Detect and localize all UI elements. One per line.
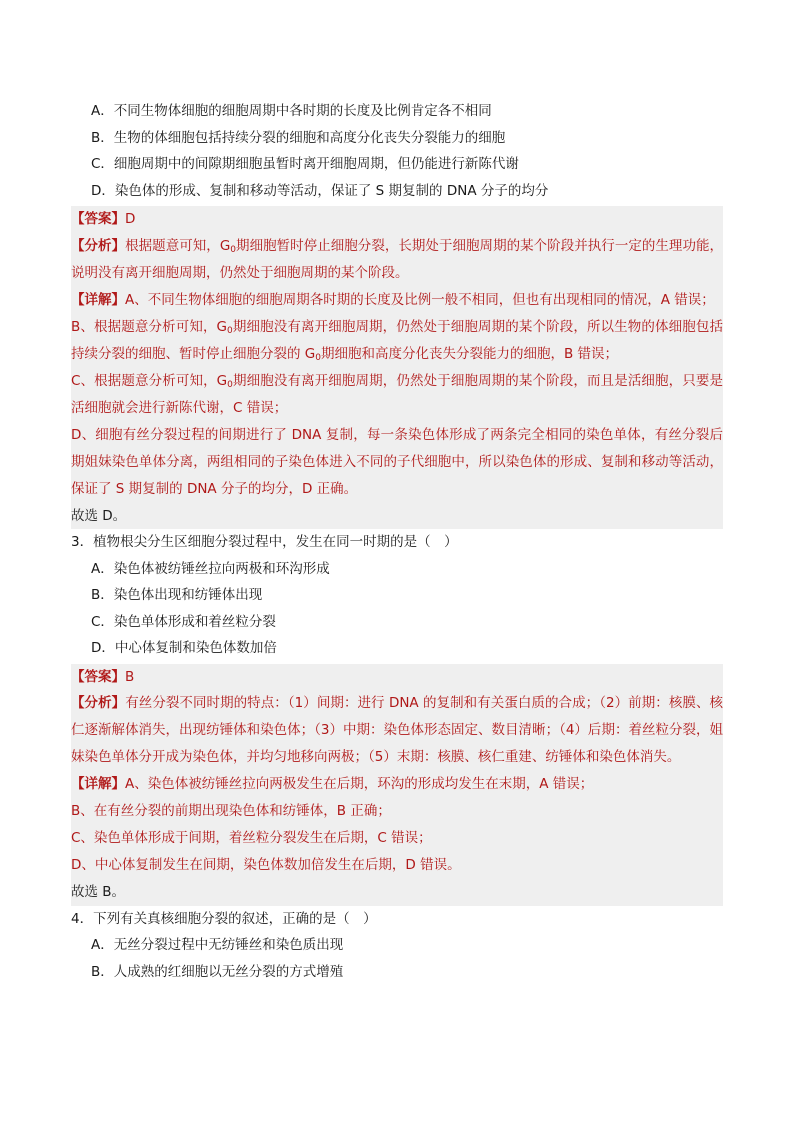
q2-option-c: C．细胞周期中的间隙期细胞虽暂时离开细胞周期，但仍能进行新陈代谢 bbox=[91, 156, 519, 172]
detail-text: 期细胞没有离开细胞周期，仍然处于细胞周期的某个阶段，而且是活细胞，只要是活细胞就会进行新陈代谢，C 错误； bbox=[71, 372, 724, 416]
subscript: 0 bbox=[315, 352, 321, 363]
q3-final: 故选 B。 bbox=[71, 884, 126, 900]
analysis-tag: 【分析】 bbox=[71, 695, 126, 711]
subscript: 0 bbox=[230, 244, 237, 255]
q3-option-b: B．染色体出现和纺锤体出现 bbox=[91, 587, 263, 603]
q3-detail-b: B、在有丝分裂的前期出现染色体和纺锤体，B 正确； bbox=[71, 803, 391, 819]
detail-text: B、根据题意分析可知，G bbox=[71, 318, 228, 335]
q2-answer-block bbox=[71, 206, 723, 529]
q2-detail-b bbox=[71, 314, 723, 368]
answer-value: B bbox=[125, 668, 135, 685]
analysis-text: 期细胞暂时停止细胞分裂，长期处于细胞周期的某个阶段并执行一定的生理功能，说明没有离开细胞周期，仍然处于细胞周期的某个阶段。 bbox=[71, 237, 724, 281]
detail-text: 期细胞和高度分化丧失分裂能力的细胞，B 错误； bbox=[321, 345, 619, 362]
q3-detail-a bbox=[71, 771, 723, 798]
subscript: 0 bbox=[227, 325, 233, 336]
q3-stem: 3．植物根尖分生区细胞分裂过程中，发生在同一时期的是（ ） bbox=[71, 534, 458, 550]
q3-detail-c: C、染色单体形成于间期，着丝粒分裂发生在后期，C 错误； bbox=[71, 830, 432, 846]
subscript: 0 bbox=[227, 379, 233, 390]
answer-tag: 【答案】 bbox=[71, 668, 125, 685]
q2-final: 故选 D。 bbox=[71, 507, 127, 524]
detail-text: C、根据题意分析可知，G bbox=[71, 372, 228, 389]
q4-stem: 4．下列有关真核细胞分裂的叙述，正确的是（ ） bbox=[71, 910, 377, 927]
detail-tag: 【详解】 bbox=[71, 776, 125, 792]
q2-answer-line bbox=[71, 206, 723, 233]
analysis-text: 有丝分裂不同时期的特点：（1）间期：进行 DNA 的复制和有关蛋白质的合成；（2）前期：核膜、核仁逐渐解体消失，出现纺锤体和染色体；（3）中期：染色体形态固定、数目清晰；（4）后期：着丝粒分裂，姐妹染色单体分开成为染色体，并均匀地移向两极；（5）末期：核膜、核仁重建、纺锤体和染色体消失。 bbox=[71, 695, 723, 765]
detail-tag: 【详解】 bbox=[71, 291, 125, 308]
q3-option-a: A．染色体被纺锤丝拉向两极和环沟形成 bbox=[91, 560, 330, 577]
q2-option-b: B．生物的体细胞包括持续分裂的细胞和高度分化丧失分裂能力的细胞 bbox=[91, 129, 506, 146]
q4-option-a: A．无丝分裂过程中无纺锤丝和染色质出现 bbox=[91, 937, 344, 953]
q3-option-d: D．中心体复制和染色体数加倍 bbox=[91, 640, 277, 656]
analysis-text: 根据题意可知，G bbox=[125, 237, 231, 254]
detail-text: 期细胞没有离开细胞周期，仍然处于细胞周期的某个阶段，所以生物的体细胞包括持续分裂的细胞、暂时停止细胞分裂的 G bbox=[71, 318, 724, 362]
answer-value: D bbox=[125, 211, 136, 227]
analysis-tag: 【分析】 bbox=[71, 237, 126, 254]
detail-text: A、不同生物体细胞的细胞周期各时期的长度及比例一般不相同，但也有出现相同的情况，A 错误； bbox=[125, 291, 715, 308]
q3-analysis bbox=[71, 690, 723, 771]
q3-detail-d: D、中心体复制发生在间期，染色体数加倍发生在后期，D 错误。 bbox=[71, 857, 461, 873]
q2-option-a: A．不同生物体细胞的细胞周期中各时期的长度及比例肯定各不相同 bbox=[91, 103, 492, 119]
q2-detail-a bbox=[71, 287, 723, 314]
q2-option-d: D．染色体的形成、复制和移动等活动，保证了 S 期复制的 DNA 分子的均分 bbox=[91, 182, 549, 199]
q4-option-b: B．人成熟的红细胞以无丝分裂的方式增殖 bbox=[91, 963, 344, 980]
q3-answer-line bbox=[71, 664, 723, 691]
answer-tag: 【答案】 bbox=[71, 211, 125, 227]
q2-detail-d: D、细胞有丝分裂过程的间期进行了 DNA 复制，每一条染色体形成了两条完全相同的染色单体，有丝分裂后期姐妹染色单体分离，两组相同的子染色体进入不同的子代细胞中，所以染色体的形成、复制和移动等活动，保证了 S 期复制的 DNA 分子的均分，D 正确。 bbox=[71, 426, 723, 497]
detail-text: A、染色体被纺锤丝拉向两极发生在后期，环沟的形成均发生在末期，A 错误； bbox=[125, 776, 594, 792]
q3-option-c: C．染色单体形成和着丝粒分裂 bbox=[91, 613, 276, 630]
q3-answer-block bbox=[71, 664, 723, 906]
q2-analysis bbox=[71, 233, 723, 287]
page-content bbox=[71, 98, 723, 985]
q2-detail-c bbox=[71, 368, 723, 422]
